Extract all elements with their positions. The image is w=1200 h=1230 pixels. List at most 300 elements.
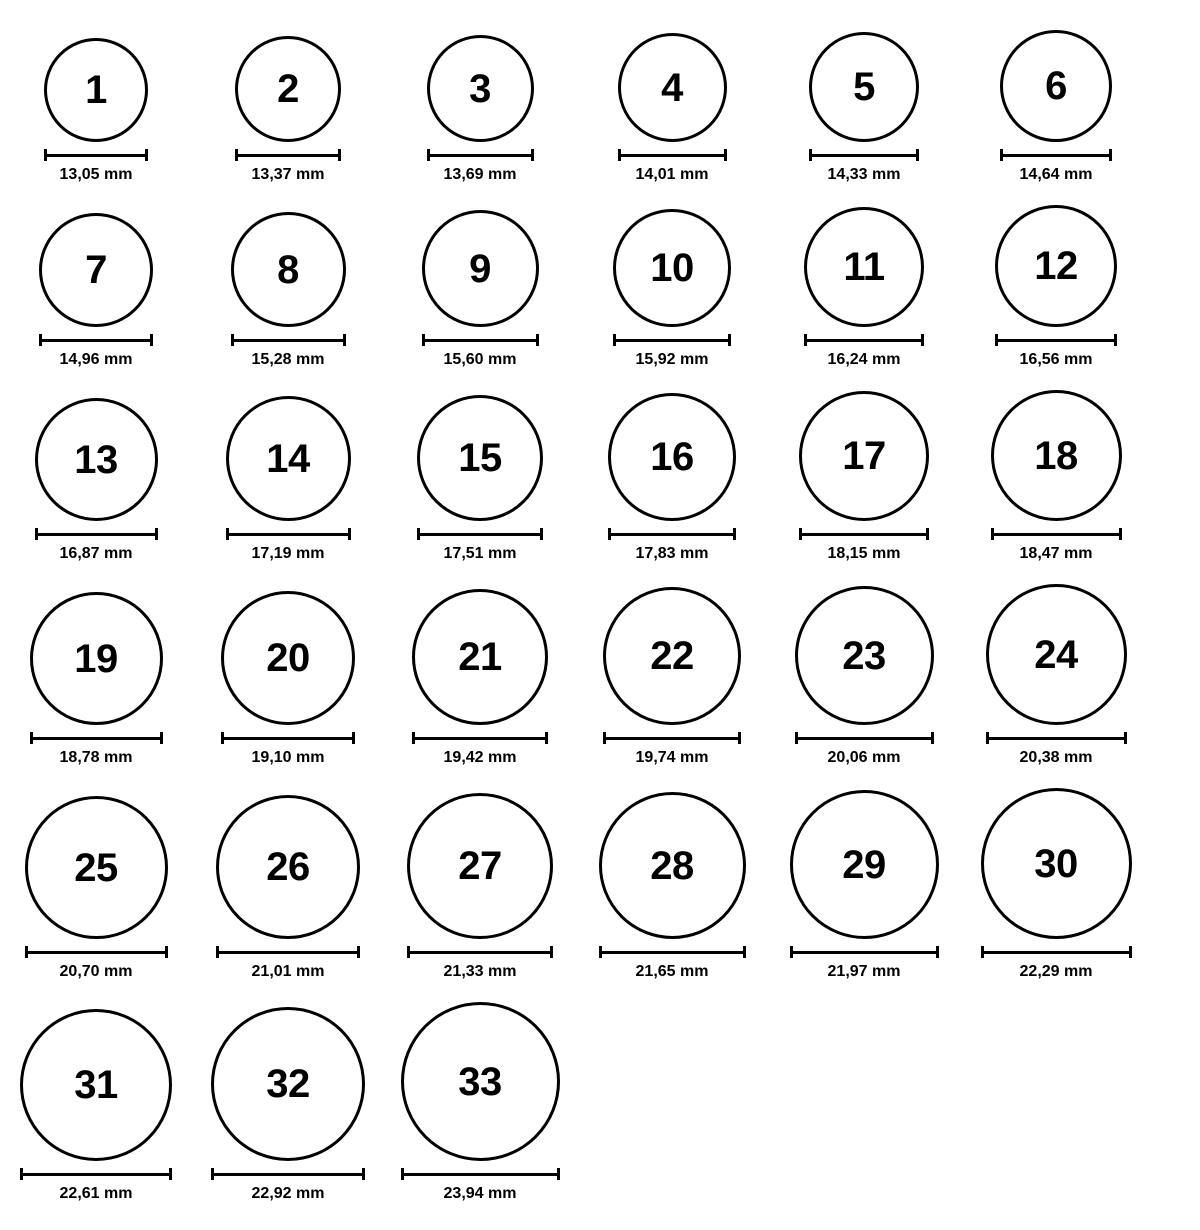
measure-tick-right	[1124, 732, 1127, 744]
diameter-measure-bar	[30, 732, 163, 744]
measure-tick-right	[916, 149, 919, 161]
measure-tick-left	[44, 149, 47, 161]
ring-size-number: 25	[74, 845, 118, 890]
measure-tick-right	[1129, 946, 1132, 958]
ring-circle	[30, 592, 163, 725]
ring-size-number: 33	[458, 1059, 502, 1104]
measure-tick-left	[804, 334, 807, 346]
measure-line	[608, 533, 736, 536]
ring-size-cell	[961, 205, 1151, 368]
diameter-measure-bar	[221, 732, 355, 744]
ring-size-number: 3	[469, 66, 491, 111]
measure-tick-left	[417, 528, 420, 540]
diameter-label: 14,01 mm	[635, 166, 709, 183]
measure-line	[39, 339, 153, 342]
ring-size-cell	[961, 30, 1151, 183]
ring-circle-wrapper	[613, 209, 731, 327]
ring-size-number: 1	[85, 68, 107, 112]
measure-tick-left	[608, 528, 611, 540]
diameter-measure-bar	[20, 1168, 172, 1180]
diameter-label: 14,96 mm	[59, 351, 133, 368]
measure-tick-right	[540, 528, 543, 540]
diameter-label: 13,05 mm	[59, 166, 133, 183]
ring-size-number: 12	[1034, 244, 1078, 288]
ring-size-number: 9	[469, 246, 491, 291]
ring-circle	[603, 587, 741, 725]
ring-circle-wrapper	[235, 36, 341, 142]
diameter-measure-bar	[211, 1168, 365, 1180]
ring-circle-wrapper	[991, 390, 1122, 521]
ring-size-cell	[1, 38, 191, 183]
ring-circle	[608, 393, 736, 521]
ring-size-cell	[385, 1002, 575, 1202]
diameter-label: 15,60 mm	[443, 351, 517, 368]
ring-circle	[1000, 30, 1112, 142]
ring-circle	[35, 398, 158, 521]
ring-circle-wrapper	[20, 1009, 172, 1161]
ring-size-number: 13	[74, 437, 118, 482]
diameter-label: 22,92 mm	[251, 1185, 325, 1202]
measure-tick-right	[362, 1168, 365, 1180]
measure-tick-right	[1119, 528, 1122, 540]
ring-size-cell	[1, 1009, 191, 1202]
diameter-label: 14,33 mm	[827, 166, 901, 183]
diameter-label: 22,61 mm	[59, 1185, 133, 1202]
diameter-measure-bar	[417, 528, 543, 540]
diameter-measure-bar	[608, 528, 736, 540]
ring-circle-wrapper	[804, 207, 924, 327]
measure-line	[986, 737, 1127, 740]
ring-circle	[618, 33, 727, 142]
measure-tick-right	[536, 334, 539, 346]
ring-size-number: 7	[85, 248, 107, 292]
ring-circle	[216, 795, 360, 939]
ring-circle-wrapper	[44, 38, 148, 142]
ring-size-number: 2	[277, 67, 299, 111]
measure-tick-right	[921, 334, 924, 346]
diameter-label: 20,70 mm	[59, 963, 133, 980]
ring-size-cell	[961, 390, 1151, 562]
ring-size-cell	[577, 393, 767, 562]
diameter-measure-bar	[401, 1168, 560, 1180]
measure-line	[981, 951, 1132, 954]
measure-tick-left	[235, 149, 238, 161]
ring-size-cell	[193, 212, 383, 368]
measure-tick-right	[728, 334, 731, 346]
diameter-label: 18,78 mm	[59, 749, 133, 766]
ring-circle-wrapper	[35, 398, 158, 521]
measure-line	[401, 1173, 560, 1176]
ring-circle-wrapper	[216, 795, 360, 939]
measure-tick-left	[211, 1168, 214, 1180]
ring-circle-wrapper	[799, 391, 929, 521]
ring-circle-wrapper	[30, 592, 163, 725]
ring-circle-wrapper	[618, 33, 727, 142]
ring-circle	[235, 36, 341, 142]
ring-circle-wrapper	[25, 796, 168, 939]
measure-tick-left	[809, 149, 812, 161]
measure-tick-right	[733, 528, 736, 540]
ring-size-number: 31	[74, 1063, 118, 1107]
diameter-measure-bar	[427, 149, 534, 161]
ring-circle	[986, 584, 1127, 725]
size-row	[0, 584, 1200, 766]
measure-tick-right	[338, 149, 341, 161]
ring-circle-wrapper	[211, 1007, 365, 1161]
measure-tick-left	[25, 946, 28, 958]
measure-tick-left	[35, 528, 38, 540]
measure-line	[211, 1173, 365, 1176]
ring-size-cell	[193, 1007, 383, 1202]
ring-size-cell	[193, 795, 383, 980]
ring-size-cell	[769, 207, 959, 368]
ring-circle	[44, 38, 148, 142]
measure-line	[412, 737, 548, 740]
measure-tick-left	[618, 149, 621, 161]
ring-size-cell	[577, 587, 767, 766]
measure-line	[30, 737, 163, 740]
ring-circle-wrapper	[603, 587, 741, 725]
ring-circle-wrapper	[39, 213, 153, 327]
diameter-measure-bar	[235, 149, 341, 161]
ring-size-cell	[1, 592, 191, 766]
measure-tick-right	[545, 732, 548, 744]
measure-tick-right	[145, 149, 148, 161]
diameter-label: 20,06 mm	[827, 749, 901, 766]
measure-line	[790, 951, 939, 954]
diameter-measure-bar	[603, 732, 741, 744]
measure-tick-right	[352, 732, 355, 744]
measure-line	[795, 737, 934, 740]
ring-circle-wrapper	[981, 788, 1132, 939]
ring-size-cell	[193, 396, 383, 562]
ring-circle-wrapper	[809, 32, 919, 142]
ring-size-cell	[769, 32, 959, 183]
diameter-label: 21,33 mm	[443, 963, 517, 980]
ring-circle	[981, 788, 1132, 939]
measure-line	[25, 951, 168, 954]
ring-size-number: 18	[1034, 433, 1078, 478]
diameter-label: 18,15 mm	[827, 545, 901, 562]
ring-size-number: 32	[266, 1062, 310, 1106]
diameter-label: 14,64 mm	[1019, 166, 1093, 183]
measure-line	[599, 951, 746, 954]
measure-tick-right	[165, 946, 168, 958]
ring-circle-wrapper	[790, 790, 939, 939]
ring-size-number: 22	[650, 634, 694, 678]
ring-size-cell	[385, 793, 575, 980]
ring-size-cell	[961, 788, 1151, 980]
measure-tick-left	[20, 1168, 23, 1180]
ring-size-cell	[385, 210, 575, 368]
measure-line	[235, 154, 341, 157]
ring-circle	[39, 213, 153, 327]
diameter-label: 17,51 mm	[443, 545, 517, 562]
diameter-measure-bar	[790, 946, 939, 958]
measure-line	[226, 533, 351, 536]
diameter-measure-bar	[795, 732, 934, 744]
measure-tick-left	[790, 946, 793, 958]
ring-size-number: 29	[842, 842, 886, 887]
ring-size-number: 14	[266, 436, 310, 481]
diameter-measure-bar	[25, 946, 168, 958]
ring-size-number: 6	[1045, 64, 1067, 108]
measure-tick-right	[550, 946, 553, 958]
size-row	[0, 390, 1200, 562]
size-row	[0, 30, 1200, 183]
diameter-measure-bar	[44, 149, 148, 161]
diameter-measure-bar	[1000, 149, 1112, 161]
ring-circle	[427, 35, 534, 142]
measure-tick-right	[931, 732, 934, 744]
measure-tick-left	[795, 732, 798, 744]
diameter-measure-bar	[422, 334, 539, 346]
diameter-measure-bar	[809, 149, 919, 161]
measure-tick-right	[926, 528, 929, 540]
diameter-measure-bar	[39, 334, 153, 346]
measure-line	[422, 339, 539, 342]
ring-circle	[790, 790, 939, 939]
ring-circle-wrapper	[231, 212, 346, 327]
measure-line	[1000, 154, 1112, 157]
measure-tick-right	[357, 946, 360, 958]
diameter-label: 17,83 mm	[635, 545, 709, 562]
diameter-measure-bar	[216, 946, 360, 958]
ring-size-number: 21	[458, 635, 502, 679]
measure-tick-right	[169, 1168, 172, 1180]
ring-circle	[412, 589, 548, 725]
ring-circle-wrapper	[608, 393, 736, 521]
measure-tick-right	[557, 1168, 560, 1180]
measure-tick-left	[407, 946, 410, 958]
ring-size-number: 24	[1034, 632, 1078, 677]
measure-line	[809, 154, 919, 157]
ring-size-cell	[385, 395, 575, 562]
measure-line	[231, 339, 346, 342]
ring-size-number: 11	[843, 245, 885, 289]
diameter-label: 13,37 mm	[251, 166, 325, 183]
diameter-label: 21,65 mm	[635, 963, 709, 980]
ring-circle	[226, 396, 351, 521]
ring-circle	[613, 209, 731, 327]
measure-line	[427, 154, 534, 157]
ring-circle-wrapper	[995, 205, 1117, 327]
ring-size-cell	[769, 586, 959, 766]
ring-circle-wrapper	[417, 395, 543, 521]
measure-tick-left	[603, 732, 606, 744]
ring-size-cell	[385, 35, 575, 183]
diameter-measure-bar	[986, 732, 1127, 744]
measure-tick-left	[39, 334, 42, 346]
measure-tick-left	[231, 334, 234, 346]
ring-circle	[422, 210, 539, 327]
ring-circle	[809, 32, 919, 142]
ring-size-cell	[577, 33, 767, 183]
measure-tick-left	[599, 946, 602, 958]
ring-circle	[799, 391, 929, 521]
measure-tick-left	[991, 528, 994, 540]
ring-circle	[795, 586, 934, 725]
ring-size-number: 27	[458, 844, 502, 888]
ring-size-cell	[769, 790, 959, 980]
ring-circle-wrapper	[427, 35, 534, 142]
size-row	[0, 1002, 1200, 1202]
measure-tick-left	[30, 732, 33, 744]
diameter-label: 17,19 mm	[251, 545, 325, 562]
ring-size-number: 4	[661, 65, 683, 110]
diameter-measure-bar	[599, 946, 746, 958]
measure-line	[618, 154, 727, 157]
measure-tick-left	[412, 732, 415, 744]
measure-tick-right	[1109, 149, 1112, 161]
measure-line	[603, 737, 741, 740]
diameter-measure-bar	[799, 528, 929, 540]
ring-circle-wrapper	[422, 210, 539, 327]
measure-line	[417, 533, 543, 536]
ring-size-cell	[193, 36, 383, 183]
ring-size-number: 28	[650, 843, 694, 888]
measure-tick-right	[743, 946, 746, 958]
ring-circle	[211, 1007, 365, 1161]
ring-circle	[401, 1002, 560, 1161]
diameter-label: 21,97 mm	[827, 963, 901, 980]
size-row	[0, 205, 1200, 368]
diameter-label: 18,47 mm	[1019, 545, 1093, 562]
measure-tick-left	[799, 528, 802, 540]
ring-circle	[599, 792, 746, 939]
diameter-label: 13,69 mm	[443, 166, 517, 183]
measure-tick-right	[724, 149, 727, 161]
ring-size-number: 5	[853, 65, 875, 109]
ring-size-number: 10	[650, 246, 694, 290]
ring-circle	[221, 591, 355, 725]
measure-tick-right	[936, 946, 939, 958]
ring-circle	[991, 390, 1122, 521]
ring-circle-wrapper	[599, 792, 746, 939]
ring-size-number: 30	[1034, 841, 1078, 886]
ring-size-chart	[0, 30, 1200, 1230]
measure-tick-right	[343, 334, 346, 346]
diameter-label: 19,10 mm	[251, 749, 325, 766]
ring-size-cell	[385, 589, 575, 766]
diameter-label: 22,29 mm	[1019, 963, 1093, 980]
measure-tick-left	[216, 946, 219, 958]
ring-size-number: 16	[650, 435, 694, 479]
diameter-label: 23,94 mm	[443, 1185, 517, 1202]
diameter-measure-bar	[412, 732, 548, 744]
measure-tick-right	[1114, 334, 1117, 346]
measure-tick-right	[738, 732, 741, 744]
diameter-label: 15,28 mm	[251, 351, 325, 368]
ring-size-cell	[961, 584, 1151, 766]
diameter-label: 20,38 mm	[1019, 749, 1093, 766]
ring-circle-wrapper	[401, 1002, 560, 1161]
measure-line	[44, 154, 148, 157]
ring-size-cell	[577, 209, 767, 368]
ring-size-cell	[1, 398, 191, 562]
measure-line	[20, 1173, 172, 1176]
ring-size-number: 19	[74, 636, 118, 681]
diameter-label: 16,56 mm	[1019, 351, 1093, 368]
diameter-measure-bar	[618, 149, 727, 161]
ring-circle	[417, 395, 543, 521]
diameter-measure-bar	[35, 528, 158, 540]
diameter-measure-bar	[613, 334, 731, 346]
size-row	[0, 788, 1200, 980]
measure-tick-left	[427, 149, 430, 161]
ring-size-number: 26	[266, 845, 310, 889]
diameter-measure-bar	[804, 334, 924, 346]
ring-size-number: 8	[277, 247, 299, 292]
diameter-label: 19,74 mm	[635, 749, 709, 766]
ring-size-number: 23	[842, 633, 886, 678]
diameter-measure-bar	[991, 528, 1122, 540]
diameter-label: 16,87 mm	[59, 545, 133, 562]
measure-tick-right	[150, 334, 153, 346]
measure-line	[35, 533, 158, 536]
ring-size-cell	[1, 213, 191, 368]
ring-size-number: 15	[458, 436, 502, 480]
ring-circle	[804, 207, 924, 327]
ring-circle-wrapper	[412, 589, 548, 725]
diameter-measure-bar	[407, 946, 553, 958]
measure-line	[995, 339, 1117, 342]
measure-tick-left	[613, 334, 616, 346]
diameter-measure-bar	[981, 946, 1132, 958]
ring-circle-wrapper	[407, 793, 553, 939]
measure-line	[216, 951, 360, 954]
measure-tick-left	[995, 334, 998, 346]
measure-line	[221, 737, 355, 740]
diameter-measure-bar	[226, 528, 351, 540]
diameter-label: 15,92 mm	[635, 351, 709, 368]
ring-size-cell	[577, 792, 767, 980]
diameter-label: 21,01 mm	[251, 963, 325, 980]
measure-tick-right	[531, 149, 534, 161]
measure-tick-left	[1000, 149, 1003, 161]
measure-tick-left	[401, 1168, 404, 1180]
ring-circle	[20, 1009, 172, 1161]
ring-size-number: 17	[842, 434, 886, 478]
measure-tick-left	[986, 732, 989, 744]
measure-tick-left	[221, 732, 224, 744]
measure-line	[804, 339, 924, 342]
measure-tick-left	[226, 528, 229, 540]
diameter-label: 19,42 mm	[443, 749, 517, 766]
ring-circle-wrapper	[986, 584, 1127, 725]
measure-line	[613, 339, 731, 342]
ring-circle-wrapper	[226, 396, 351, 521]
measure-line	[991, 533, 1122, 536]
ring-circle	[25, 796, 168, 939]
measure-tick-right	[348, 528, 351, 540]
ring-size-cell	[1, 796, 191, 980]
measure-tick-right	[160, 732, 163, 744]
ring-size-cell	[769, 391, 959, 562]
diameter-measure-bar	[995, 334, 1117, 346]
measure-line	[407, 951, 553, 954]
measure-line	[799, 533, 929, 536]
ring-circle-wrapper	[1000, 30, 1112, 142]
ring-circle-wrapper	[795, 586, 934, 725]
ring-size-cell	[193, 591, 383, 766]
measure-tick-right	[155, 528, 158, 540]
measure-tick-left	[981, 946, 984, 958]
ring-circle	[995, 205, 1117, 327]
diameter-label: 16,24 mm	[827, 351, 901, 368]
ring-circle	[407, 793, 553, 939]
ring-size-number: 20	[266, 636, 310, 680]
